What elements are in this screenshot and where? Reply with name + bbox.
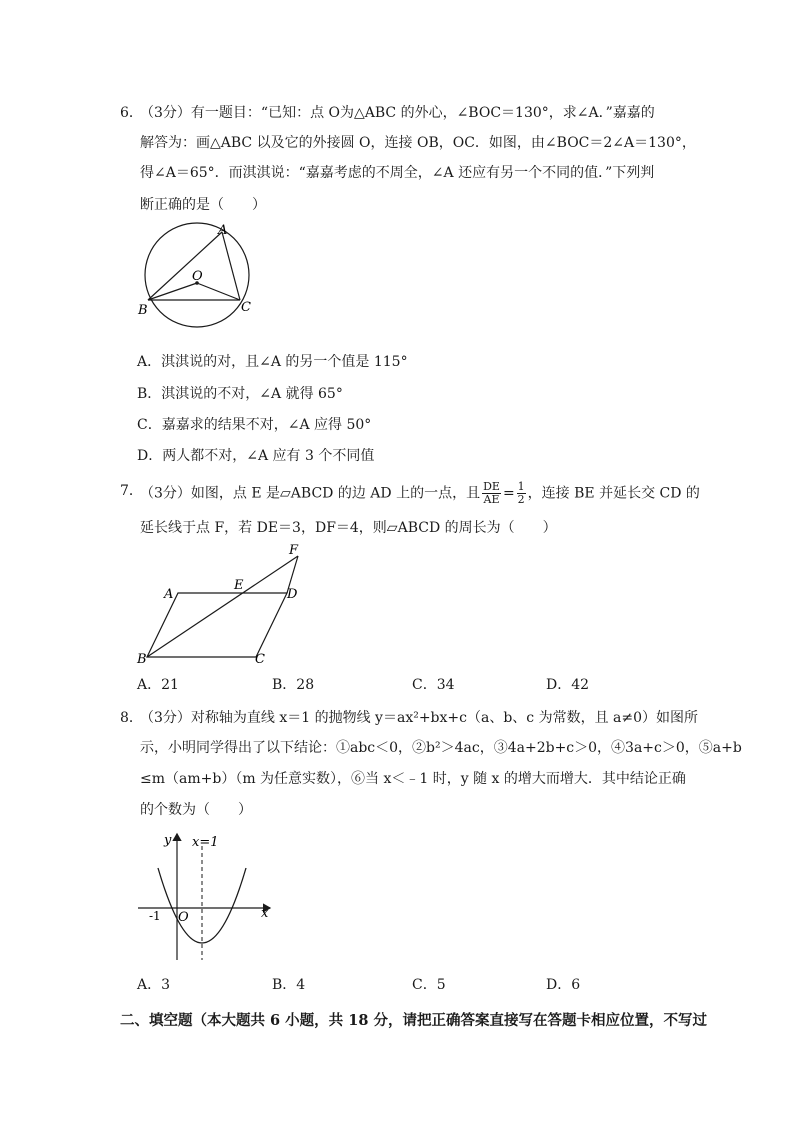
label-axis: x=1 xyxy=(192,835,219,850)
segment-oc xyxy=(197,283,240,300)
question-number: 6． xyxy=(120,105,143,121)
label-b: B xyxy=(137,652,147,667)
option-a: A．淇淇说的对，且∠A 的另一个值是 115° xyxy=(137,354,408,370)
option-b: B．淇淇说的不对，∠A 就得 65° xyxy=(137,386,343,402)
label-c: C xyxy=(241,300,251,315)
parallelogram-abcd xyxy=(147,593,287,657)
text-segment: （3分）如图，点 E 是▱ABCD 的边 AD 上的一点，且 xyxy=(140,485,481,502)
option-c: C．5 xyxy=(412,977,446,993)
option-c: C．嘉嘉求的结果不对，∠A 应得 50° xyxy=(137,417,372,433)
question-text-line: （3分）有一题目：“已知：点 O为△ABC 的外心，∠BOC＝130°，求∠A．”嘉嘉的 xyxy=(140,105,655,121)
segment-ab xyxy=(148,232,222,300)
fraction-numerator: DE xyxy=(483,480,500,493)
label-c: C xyxy=(255,652,265,667)
parallelogram-figure xyxy=(130,540,320,670)
fraction-one-half xyxy=(517,481,526,506)
label-y: y xyxy=(164,833,172,848)
text-segment: ，连接 BE 并延长交 CD 的 xyxy=(527,485,700,502)
label-a: A xyxy=(218,223,228,238)
option-a: A．3 xyxy=(137,977,171,993)
label-minus1: -1 xyxy=(149,909,161,923)
label-b: B xyxy=(138,303,148,318)
label-d: D xyxy=(287,587,298,602)
circumcircle-figure xyxy=(130,220,270,330)
segment-ob xyxy=(148,283,197,300)
question-text-line: ≤m（am+b）（m 为任意实数），⑥当 x＜﹣1 时，y 随 x 的增大而增大．其中结论正确 xyxy=(140,771,686,787)
option-d: D．6 xyxy=(546,977,581,993)
question-number: 8． xyxy=(120,710,143,726)
option-a: A．21 xyxy=(137,677,179,693)
question-text-line xyxy=(140,480,700,506)
parabola-figure xyxy=(130,828,280,963)
label-origin: O xyxy=(178,910,189,925)
question-text-line: 延长线于点 F，若 DE＝3，DF＝4，则▱ABCD 的周长为（ ） xyxy=(140,520,557,536)
segment-bf xyxy=(147,556,298,657)
option-c: C．34 xyxy=(412,677,455,693)
section-heading: 二、填空题（本大题共 6 小题，共 18 分，请把正确答案直接写在答题卡相应位置，不写过 xyxy=(120,1012,707,1029)
fraction-de-ae xyxy=(482,481,501,506)
label-f: F xyxy=(289,543,299,558)
option-b: B．4 xyxy=(272,977,306,993)
question-text-line: 解答为：画△ABC 以及它的外接圆 O，连接 OB，OC．如图，由∠BOC＝2∠A＝130°， xyxy=(140,135,696,151)
question-text-line: 示，小明同学得出了以下结论：①abc＜0，②b²＞4ac，③4a+2b+c＞0，④3a+c＞0，⑤a+b xyxy=(140,740,742,756)
option-d: D．两人都不对，∠A 应有 3 个不同值 xyxy=(137,448,375,464)
question-text-line: 的个数为（ ） xyxy=(140,802,252,818)
fraction-denominator: AE xyxy=(483,493,500,506)
option-b: B．28 xyxy=(272,677,315,693)
label-e: E xyxy=(234,578,244,593)
question-text-line: 断正确的是（ ） xyxy=(140,197,266,213)
label-x: x xyxy=(261,906,269,921)
question-text-line: （3分）对称轴为直线 x＝1 的抛物线 y＝ax²+bx+c（a、b、c 为常数，且 a≠0）如图所 xyxy=(140,710,699,726)
label-o: O xyxy=(192,269,203,284)
question-text-line: 得∠A＝65°．而淇淇说：“嘉嘉考虑的不周全，∠A 还应有另一个不同的值．”下列判 xyxy=(140,165,655,181)
question-number: 7． xyxy=(120,483,143,499)
fraction-denominator: 2 xyxy=(517,493,525,506)
equals-sign: = xyxy=(502,485,515,502)
option-d: D．42 xyxy=(546,677,590,693)
fraction-numerator: 1 xyxy=(517,480,525,493)
label-a: A xyxy=(164,587,174,602)
